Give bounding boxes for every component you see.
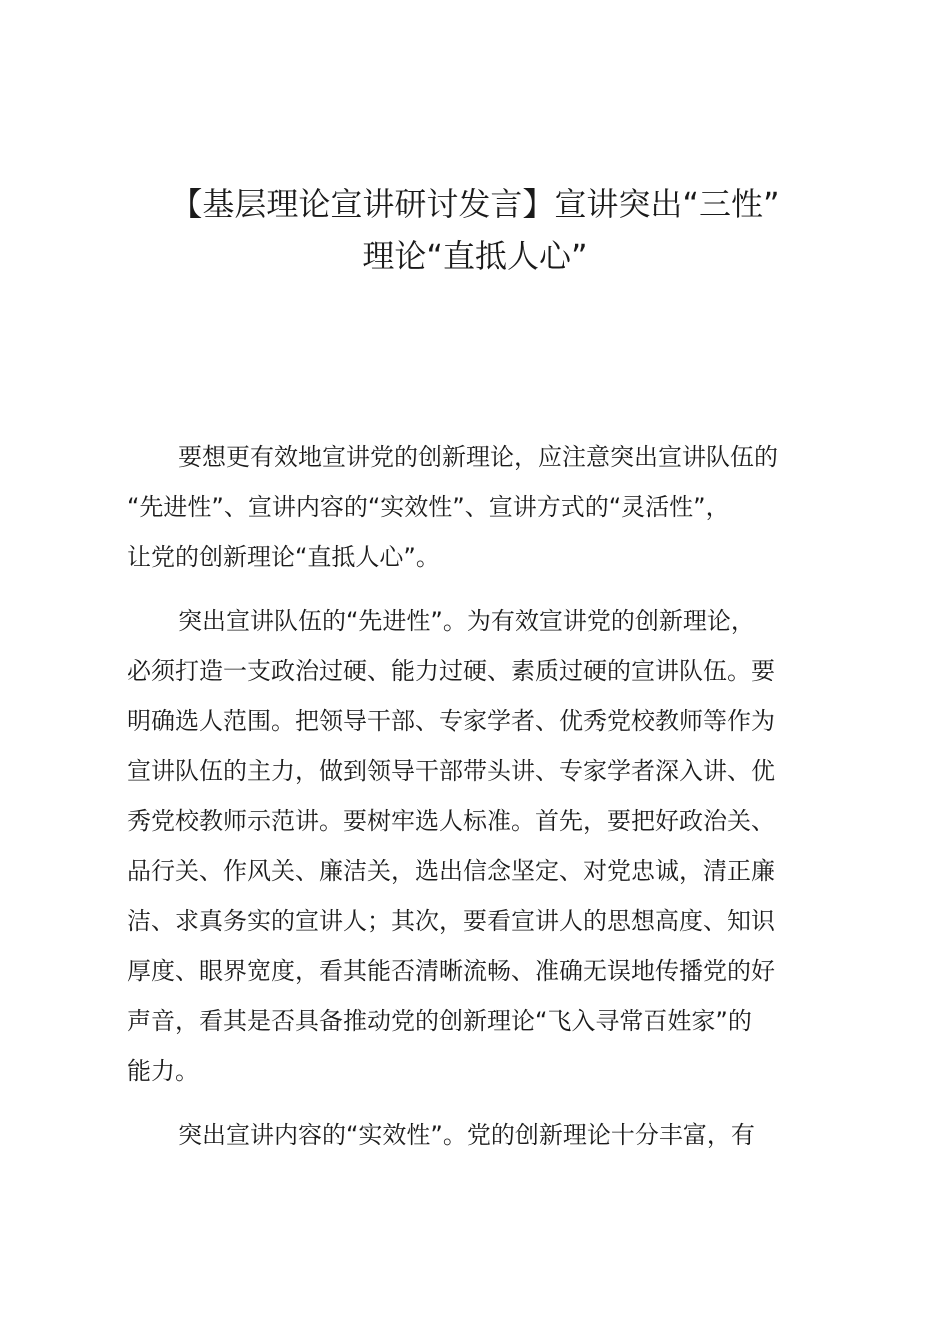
text-line: 秀党校教师示范讲。要树牢选人标准。首先，要把好政治关、 xyxy=(127,807,775,835)
text-line: 洁、求真务实的宣讲人；其次，要看宣讲人的思想高度、知识 xyxy=(127,907,775,935)
title-line-1: 【基层理论宣讲研讨发言】宣讲突出“三性” xyxy=(170,185,780,223)
text-line: 宣讲队伍的主力，做到领导干部带头讲、专家学者深入讲、优 xyxy=(127,757,775,785)
text-line: 声音，看其是否具备推动党的创新理论“飞入寻常百姓家”的 xyxy=(127,1007,752,1035)
document-body xyxy=(127,432,835,1174)
paragraph-intro xyxy=(127,432,835,582)
text-line: 品行关、作风关、廉洁关，选出信念坚定、对党忠诚，清正廉 xyxy=(127,857,775,885)
paragraph-team xyxy=(127,596,835,1096)
text-line: 能力。 xyxy=(127,1057,199,1085)
text-line: 厚度、眼界宽度，看其能否清晰流畅、准确无误地传播党的好 xyxy=(127,957,775,985)
text-line: 必须打造一支政治过硬、能力过硬、素质过硬的宣讲队伍。要 xyxy=(127,657,775,685)
text-line: “先进性”、宣讲内容的“实效性”、宣讲方式的“灵活性”， xyxy=(127,493,730,521)
title-line-2: 理论“直抵人心” xyxy=(362,237,588,275)
text-line: 突出宣讲内容的“实效性”。党的创新理论十分丰富，有 xyxy=(178,1121,755,1149)
document-title xyxy=(100,178,850,282)
text-line: 突出宣讲队伍的“先进性”。为有效宣讲党的创新理论， xyxy=(178,607,755,635)
text-line: 让党的创新理论“直抵人心”。 xyxy=(127,543,440,571)
text-line: 明确选人范围。把领导干部、专家学者、优秀党校教师等作为 xyxy=(127,707,775,735)
paragraph-content xyxy=(127,1110,835,1160)
text-line: 要想更有效地宣讲党的创新理论，应注意突出宣讲队伍的 xyxy=(178,443,778,471)
